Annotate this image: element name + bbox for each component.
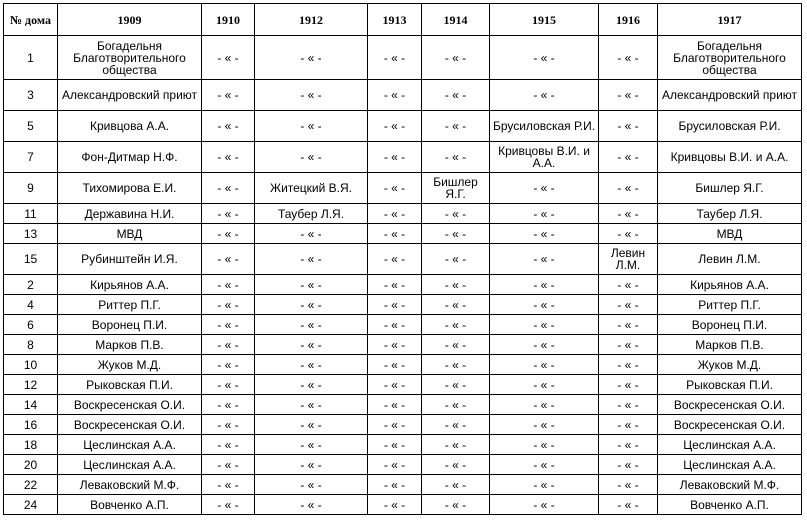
cell-owner-1912: - « -: [255, 455, 368, 475]
table-row: [4, 173, 802, 204]
cell-owner-1914: - « -: [422, 36, 490, 80]
cell-owner-1917: Воскресенская О.И.: [658, 415, 802, 435]
cell-owner-1913: - « -: [368, 224, 422, 244]
cell-owner-1914: - « -: [422, 455, 490, 475]
cell-owner-1913: - « -: [368, 295, 422, 315]
cell-owner-1912: - « -: [255, 36, 368, 80]
cell-owner-1917: Цеслинская А.А.: [658, 455, 802, 475]
cell-owner-1912: - « -: [255, 142, 368, 173]
cell-owner-1913: - « -: [368, 355, 422, 375]
cell-owner-1912: - « -: [255, 435, 368, 455]
cell-owner-1912: - « -: [255, 395, 368, 415]
cell-owner-1909: Фон-Дитмар Н.Ф.: [58, 142, 202, 173]
cell-owner-1915: - « -: [490, 295, 599, 315]
cell-owner-1909: Цеслинская А.А.: [58, 435, 202, 455]
table-row: [4, 415, 802, 435]
cell-house-number: 24: [4, 495, 58, 515]
cell-owner-1910: - « -: [202, 275, 255, 295]
cell-owner-1909: Рубинштейн И.Я.: [58, 244, 202, 275]
cell-owner-1909: Державина Н.И.: [58, 204, 202, 224]
cell-house-number: 22: [4, 475, 58, 495]
cell-owner-1915: - « -: [490, 244, 599, 275]
cell-owner-1914: - « -: [422, 355, 490, 375]
cell-owner-1915: - « -: [490, 475, 599, 495]
cell-owner-1910: - « -: [202, 395, 255, 415]
cell-owner-1912: - « -: [255, 295, 368, 315]
cell-owner-1915: - « -: [490, 80, 599, 111]
cell-owner-1914: - « -: [422, 142, 490, 173]
cell-owner-1916: - « -: [599, 36, 658, 80]
cell-owner-1910: - « -: [202, 355, 255, 375]
cell-owner-1914: - « -: [422, 495, 490, 515]
cell-owner-1916: - « -: [599, 275, 658, 295]
cell-owner-1916: - « -: [599, 495, 658, 515]
cell-house-number: 14: [4, 395, 58, 415]
table-container: [3, 3, 802, 515]
cell-owner-1909: Воскресенская О.И.: [58, 415, 202, 435]
header-year-1912: 1912: [255, 4, 368, 36]
cell-owner-1916: - « -: [599, 435, 658, 455]
cell-owner-1915: Брусиловская Р.И.: [490, 111, 599, 142]
cell-owner-1917: Жуков М.Д.: [658, 355, 802, 375]
cell-house-number: 4: [4, 295, 58, 315]
cell-owner-1914: Бишлер Я.Г.: [422, 173, 490, 204]
cell-owner-1912: - « -: [255, 355, 368, 375]
cell-house-number: 5: [4, 111, 58, 142]
cell-owner-1909: Богадельня Благотворительного общества: [58, 36, 202, 80]
cell-owner-1909: Цеслинская А.А.: [58, 455, 202, 475]
cell-owner-1909: Риттер П.Г.: [58, 295, 202, 315]
cell-owner-1913: - « -: [368, 375, 422, 395]
cell-owner-1916: - « -: [599, 335, 658, 355]
cell-owner-1913: - « -: [368, 204, 422, 224]
cell-owner-1910: - « -: [202, 36, 255, 80]
table-row: [4, 335, 802, 355]
cell-owner-1914: - « -: [422, 275, 490, 295]
cell-owner-1917: Марков П.В.: [658, 335, 802, 355]
table-row: [4, 244, 802, 275]
table-row: [4, 142, 802, 173]
cell-owner-1910: - « -: [202, 415, 255, 435]
cell-house-number: 6: [4, 315, 58, 335]
cell-owner-1910: - « -: [202, 80, 255, 111]
cell-owner-1913: - « -: [368, 435, 422, 455]
cell-owner-1909: Александровский приют: [58, 80, 202, 111]
cell-owner-1912: - « -: [255, 415, 368, 435]
cell-owner-1913: - « -: [368, 142, 422, 173]
cell-house-number: 12: [4, 375, 58, 395]
header-house-number: № дома: [4, 4, 58, 36]
cell-owner-1910: - « -: [202, 173, 255, 204]
table-row: [4, 36, 802, 80]
cell-owner-1914: - « -: [422, 375, 490, 395]
cell-owner-1917: Левин Л.М.: [658, 244, 802, 275]
cell-owner-1916: - « -: [599, 475, 658, 495]
cell-owner-1915: - « -: [490, 355, 599, 375]
cell-owner-1909: Воронец П.И.: [58, 315, 202, 335]
cell-owner-1913: - « -: [368, 80, 422, 111]
cell-owner-1916: - « -: [599, 395, 658, 415]
cell-owner-1909: Воскресенская О.И.: [58, 395, 202, 415]
table-row: [4, 355, 802, 375]
cell-owner-1913: - « -: [368, 495, 422, 515]
cell-owner-1917: Риттер П.Г.: [658, 295, 802, 315]
cell-owner-1913: - « -: [368, 475, 422, 495]
cell-owner-1909: Кирьянов А.А.: [58, 275, 202, 295]
table-row: [4, 375, 802, 395]
header-year-1917: 1917: [658, 4, 802, 36]
cell-owner-1915: - « -: [490, 455, 599, 475]
cell-owner-1916: - « -: [599, 224, 658, 244]
cell-owner-1909: Вовченко А.П.: [58, 495, 202, 515]
cell-owner-1912: - « -: [255, 224, 368, 244]
cell-owner-1916: - « -: [599, 355, 658, 375]
cell-owner-1916: - « -: [599, 142, 658, 173]
table-row: [4, 295, 802, 315]
cell-owner-1917: Вовченко А.П.: [658, 495, 802, 515]
cell-owner-1915: - « -: [490, 36, 599, 80]
cell-owner-1912: Житецкий В.Я.: [255, 173, 368, 204]
cell-owner-1915: - « -: [490, 275, 599, 295]
cell-owner-1917: Кривцовы В.И. и А.А.: [658, 142, 802, 173]
cell-owner-1910: - « -: [202, 435, 255, 455]
cell-owner-1910: - « -: [202, 495, 255, 515]
cell-owner-1912: - « -: [255, 80, 368, 111]
table-body: [4, 36, 802, 515]
cell-owner-1909: Тихомирова Е.И.: [58, 173, 202, 204]
table-row: [4, 475, 802, 495]
cell-owner-1912: - « -: [255, 111, 368, 142]
cell-owner-1916: - « -: [599, 455, 658, 475]
cell-owner-1912: - « -: [255, 475, 368, 495]
cell-owner-1909: Марков П.В.: [58, 335, 202, 355]
table-row: [4, 395, 802, 415]
cell-owner-1914: - « -: [422, 80, 490, 111]
cell-owner-1917: Кирьянов А.А.: [658, 275, 802, 295]
cell-owner-1909: Жуков М.Д.: [58, 355, 202, 375]
cell-owner-1913: - « -: [368, 111, 422, 142]
cell-owner-1917: Таубер Л.Я.: [658, 204, 802, 224]
cell-owner-1912: - « -: [255, 375, 368, 395]
cell-owner-1916: - « -: [599, 295, 658, 315]
cell-house-number: 9: [4, 173, 58, 204]
cell-owner-1917: Александровский приют: [658, 80, 802, 111]
cell-owner-1912: - « -: [255, 315, 368, 335]
cell-owner-1917: Воронец П.И.: [658, 315, 802, 335]
table-row: [4, 315, 802, 335]
cell-owner-1915: - « -: [490, 224, 599, 244]
cell-owner-1913: - « -: [368, 275, 422, 295]
cell-owner-1915: - « -: [490, 375, 599, 395]
cell-owner-1912: - « -: [255, 335, 368, 355]
header-row: [4, 4, 802, 36]
cell-owner-1914: - « -: [422, 395, 490, 415]
header-year-1915: 1915: [490, 4, 599, 36]
cell-owner-1913: - « -: [368, 36, 422, 80]
cell-owner-1912: Таубер Л.Я.: [255, 204, 368, 224]
cell-owner-1917: Бишлер Я.Г.: [658, 173, 802, 204]
cell-house-number: 10: [4, 355, 58, 375]
cell-owner-1917: Рыковская П.И.: [658, 375, 802, 395]
cell-owner-1917: Цеслинская А.А.: [658, 435, 802, 455]
cell-owner-1915: - « -: [490, 495, 599, 515]
cell-house-number: 11: [4, 204, 58, 224]
cell-house-number: 20: [4, 455, 58, 475]
cell-owner-1916: - « -: [599, 204, 658, 224]
cell-owner-1917: Леваковский М.Ф.: [658, 475, 802, 495]
cell-house-number: 2: [4, 275, 58, 295]
cell-owner-1915: - « -: [490, 173, 599, 204]
cell-owner-1914: - « -: [422, 224, 490, 244]
table-row: [4, 111, 802, 142]
cell-owner-1913: - « -: [368, 315, 422, 335]
header-year-1916: 1916: [599, 4, 658, 36]
cell-owner-1915: - « -: [490, 435, 599, 455]
table-row: [4, 204, 802, 224]
cell-owner-1917: Брусиловская Р.И.: [658, 111, 802, 142]
table-row: [4, 80, 802, 111]
cell-owner-1914: - « -: [422, 315, 490, 335]
cell-owner-1909: МВД: [58, 224, 202, 244]
cell-owner-1912: - « -: [255, 244, 368, 275]
table-row: [4, 275, 802, 295]
cell-owner-1915: - « -: [490, 415, 599, 435]
cell-owner-1913: - « -: [368, 173, 422, 204]
cell-owner-1914: - « -: [422, 335, 490, 355]
cell-owner-1909: Рыковская П.И.: [58, 375, 202, 395]
cell-owner-1917: Воскресенская О.И.: [658, 395, 802, 415]
cell-owner-1910: - « -: [202, 315, 255, 335]
cell-owner-1913: - « -: [368, 335, 422, 355]
table-row: [4, 495, 802, 515]
cell-house-number: 3: [4, 80, 58, 111]
cell-owner-1909: Леваковский М.Ф.: [58, 475, 202, 495]
cell-owner-1910: - « -: [202, 142, 255, 173]
cell-owner-1910: - « -: [202, 111, 255, 142]
cell-owner-1914: - « -: [422, 204, 490, 224]
cell-house-number: 18: [4, 435, 58, 455]
cell-owner-1914: - « -: [422, 415, 490, 435]
cell-owner-1914: - « -: [422, 295, 490, 315]
table-row: [4, 435, 802, 455]
cell-house-number: 8: [4, 335, 58, 355]
cell-owner-1916: - « -: [599, 375, 658, 395]
cell-owner-1913: - « -: [368, 395, 422, 415]
cell-house-number: 16: [4, 415, 58, 435]
cell-owner-1913: - « -: [368, 415, 422, 435]
cell-owner-1915: - « -: [490, 335, 599, 355]
cell-owner-1910: - « -: [202, 295, 255, 315]
cell-owner-1916: Левин Л.М.: [599, 244, 658, 275]
cell-owner-1916: - « -: [599, 111, 658, 142]
cell-house-number: 1: [4, 36, 58, 80]
cell-owner-1910: - « -: [202, 224, 255, 244]
cell-owner-1912: - « -: [255, 495, 368, 515]
cell-house-number: 13: [4, 224, 58, 244]
cell-owner-1916: - « -: [599, 173, 658, 204]
cell-owner-1910: - « -: [202, 455, 255, 475]
cell-owner-1910: - « -: [202, 335, 255, 355]
cell-house-number: 7: [4, 142, 58, 173]
header-year-1914: 1914: [422, 4, 490, 36]
cell-owner-1910: - « -: [202, 244, 255, 275]
cell-owner-1909: Кривцова А.А.: [58, 111, 202, 142]
header-year-1910: 1910: [202, 4, 255, 36]
houses-owners-table: [3, 3, 802, 515]
cell-house-number: 15: [4, 244, 58, 275]
cell-owner-1913: - « -: [368, 455, 422, 475]
cell-owner-1917: МВД: [658, 224, 802, 244]
cell-owner-1915: - « -: [490, 204, 599, 224]
cell-owner-1915: - « -: [490, 395, 599, 415]
cell-owner-1910: - « -: [202, 475, 255, 495]
cell-owner-1914: - « -: [422, 244, 490, 275]
cell-owner-1915: - « -: [490, 315, 599, 335]
table-row: [4, 224, 802, 244]
cell-owner-1913: - « -: [368, 244, 422, 275]
cell-owner-1914: - « -: [422, 435, 490, 455]
table-row: [4, 455, 802, 475]
cell-owner-1916: - « -: [599, 415, 658, 435]
cell-owner-1914: - « -: [422, 111, 490, 142]
cell-owner-1912: - « -: [255, 275, 368, 295]
cell-owner-1910: - « -: [202, 204, 255, 224]
cell-owner-1914: - « -: [422, 475, 490, 495]
header-year-1913: 1913: [368, 4, 422, 36]
header-year-1909: 1909: [58, 4, 202, 36]
cell-owner-1910: - « -: [202, 375, 255, 395]
cell-owner-1916: - « -: [599, 315, 658, 335]
cell-owner-1917: Богадельня Благотворительного общества: [658, 36, 802, 80]
cell-owner-1915: Кривцовы В.И. и А.А.: [490, 142, 599, 173]
cell-owner-1916: - « -: [599, 80, 658, 111]
